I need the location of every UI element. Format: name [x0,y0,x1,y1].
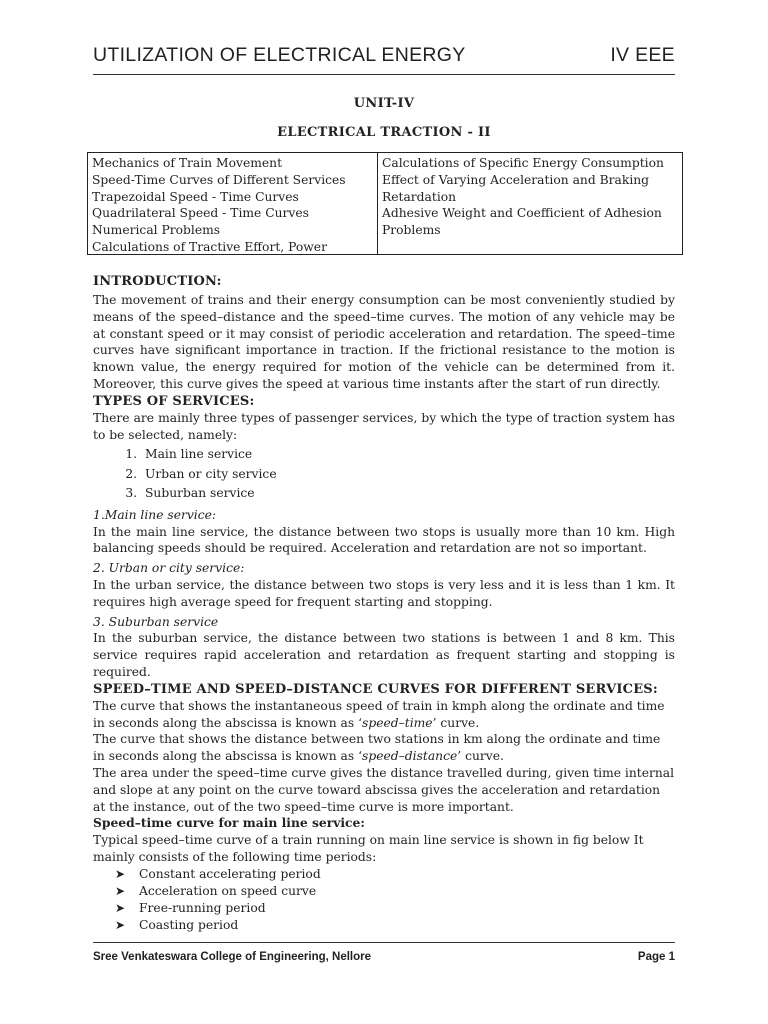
speed-distance-term: speed–distance [362,749,458,764]
topic-item: Mechanics of Train Movement [92,156,283,170]
urban-heading: 2. Urban or city service: [93,561,245,576]
topic-item: Trapezoidal Speed - Time Curves [92,189,299,204]
topic-item: Numerical Problems [92,223,221,238]
main-line-text: In the main line service, the distance between two stops is usually more than 10 km. High balancing speeds should be required. Acceleration and retardation are not so important. [93,524,675,556]
topic-item: Calculations of Tractive Effort, Power [92,239,327,254]
main-line-heading: 1.Main line service: [93,507,217,522]
page-number: Page 1 [637,951,675,963]
speed-distance-definition: The curve that shows the distance between two stations in km along the ordinate and time in seconds along the abscissa is known as ‘speed–distance’ curve. [93,732,661,764]
topic-item: Calculations of Specific Energy Consumption [382,156,664,170]
main-line-curve-heading: Speed–time curve for main line service: [93,815,365,831]
topic-item: Problems [382,223,441,238]
introduction-heading: INTRODUCTION: [93,274,222,289]
speed-time-term: speed–time [362,715,433,730]
arrow-bullet-icon: ➤ [115,900,126,915]
arrow-bullet-icon: ➤ [115,866,126,881]
service-types-list [93,445,675,504]
time-periods-list [93,866,675,934]
types-heading: TYPES OF SERVICES: [93,393,255,409]
list-item: ➤ Constant accelerating period [115,866,321,881]
types-text: There are mainly three types of passenger services, by which the type of traction system has to be selected, namely: [93,410,675,442]
suburban-text: In the suburban service, the distance between two stations is between 1 and 8 km. This service requires rapid acceleration and retardation as frequent starting and stopping is required. [93,631,675,680]
header-class: IV EEE [610,44,675,66]
introduction-text: The movement of trains and their energy consumption can be most conveniently studied by means of the speed–distance and the speed–time curves. The motion of any vehicle may be at constant speed or it may consist of periodic acceleration and retardation. The speed–time curves have significant importance in traction. If the frictional resistance to the motion is known value, the energy required for motion of the vehicle can be determined from it. Moreover, this curve gives the speed at various time instants after the start of run directly. [93,293,675,391]
topics-table [87,152,683,255]
arrow-bullet-icon: ➤ [115,883,126,898]
list-item: 2. Urban or city service [141,465,675,485]
main-line-curve-text: Typical speed–time curve of a train running on main line service is shown in fig below It mainly consists of the following time periods: [93,833,644,865]
suburban-heading: 3. Suburban service [93,614,219,629]
topics-column-2 [378,153,682,254]
topics-column-1 [88,153,378,254]
list-item: ➤ Coasting period [115,917,239,932]
header-title: UTILIZATION OF ELECTRICAL ENERGY [93,44,466,66]
page-header [93,38,675,75]
page-footer [93,942,675,973]
list-item: ➤ Acceleration on speed curve [115,883,317,898]
topic-item: Quadrilateral Speed - Time Curves [92,206,309,221]
topic-item: Speed-Time Curves of Different Services [92,172,346,187]
list-item: 3. Suburban service [141,484,675,504]
chapter-title: ELECTRICAL TRACTION - II [277,125,491,140]
unit-title: UNIT-IV [353,96,415,111]
speed-time-definition: The curve that shows the instantaneous speed of train in kmph along the ordinate and time in seconds along the abscissa is known as ‘speed–time’ curve. [93,698,665,730]
topic-item: Effect of Varying Acceleration and Braking [382,172,650,187]
urban-text: In the urban service, the distance between two stops is very less and it is less than 1 km. It requires high average speed for frequent starting and stopping. [93,578,675,609]
list-item: 1. Main line service [141,445,675,465]
footer-college: Sree Venkateswara College of Engineering, Nellore [93,951,372,963]
topic-item: Adhesive Weight and Coefficient of Adhesion [382,206,662,221]
topic-item: Retardation [382,189,457,204]
document-body [93,273,675,934]
area-under-curve-text: The area under the speed–time curve gives the distance travelled during, given time internal and slope at any point on the curve toward abscissa gives the acceleration and retardation at the instance, out of the two speed–time curve is more important. [93,766,675,814]
curves-heading: SPEED–TIME AND SPEED–DISTANCE CURVES FOR DIFFERENT SERVICES: [93,681,658,697]
list-item: ➤ Free-running period [115,900,266,915]
arrow-bullet-icon: ➤ [115,917,126,932]
